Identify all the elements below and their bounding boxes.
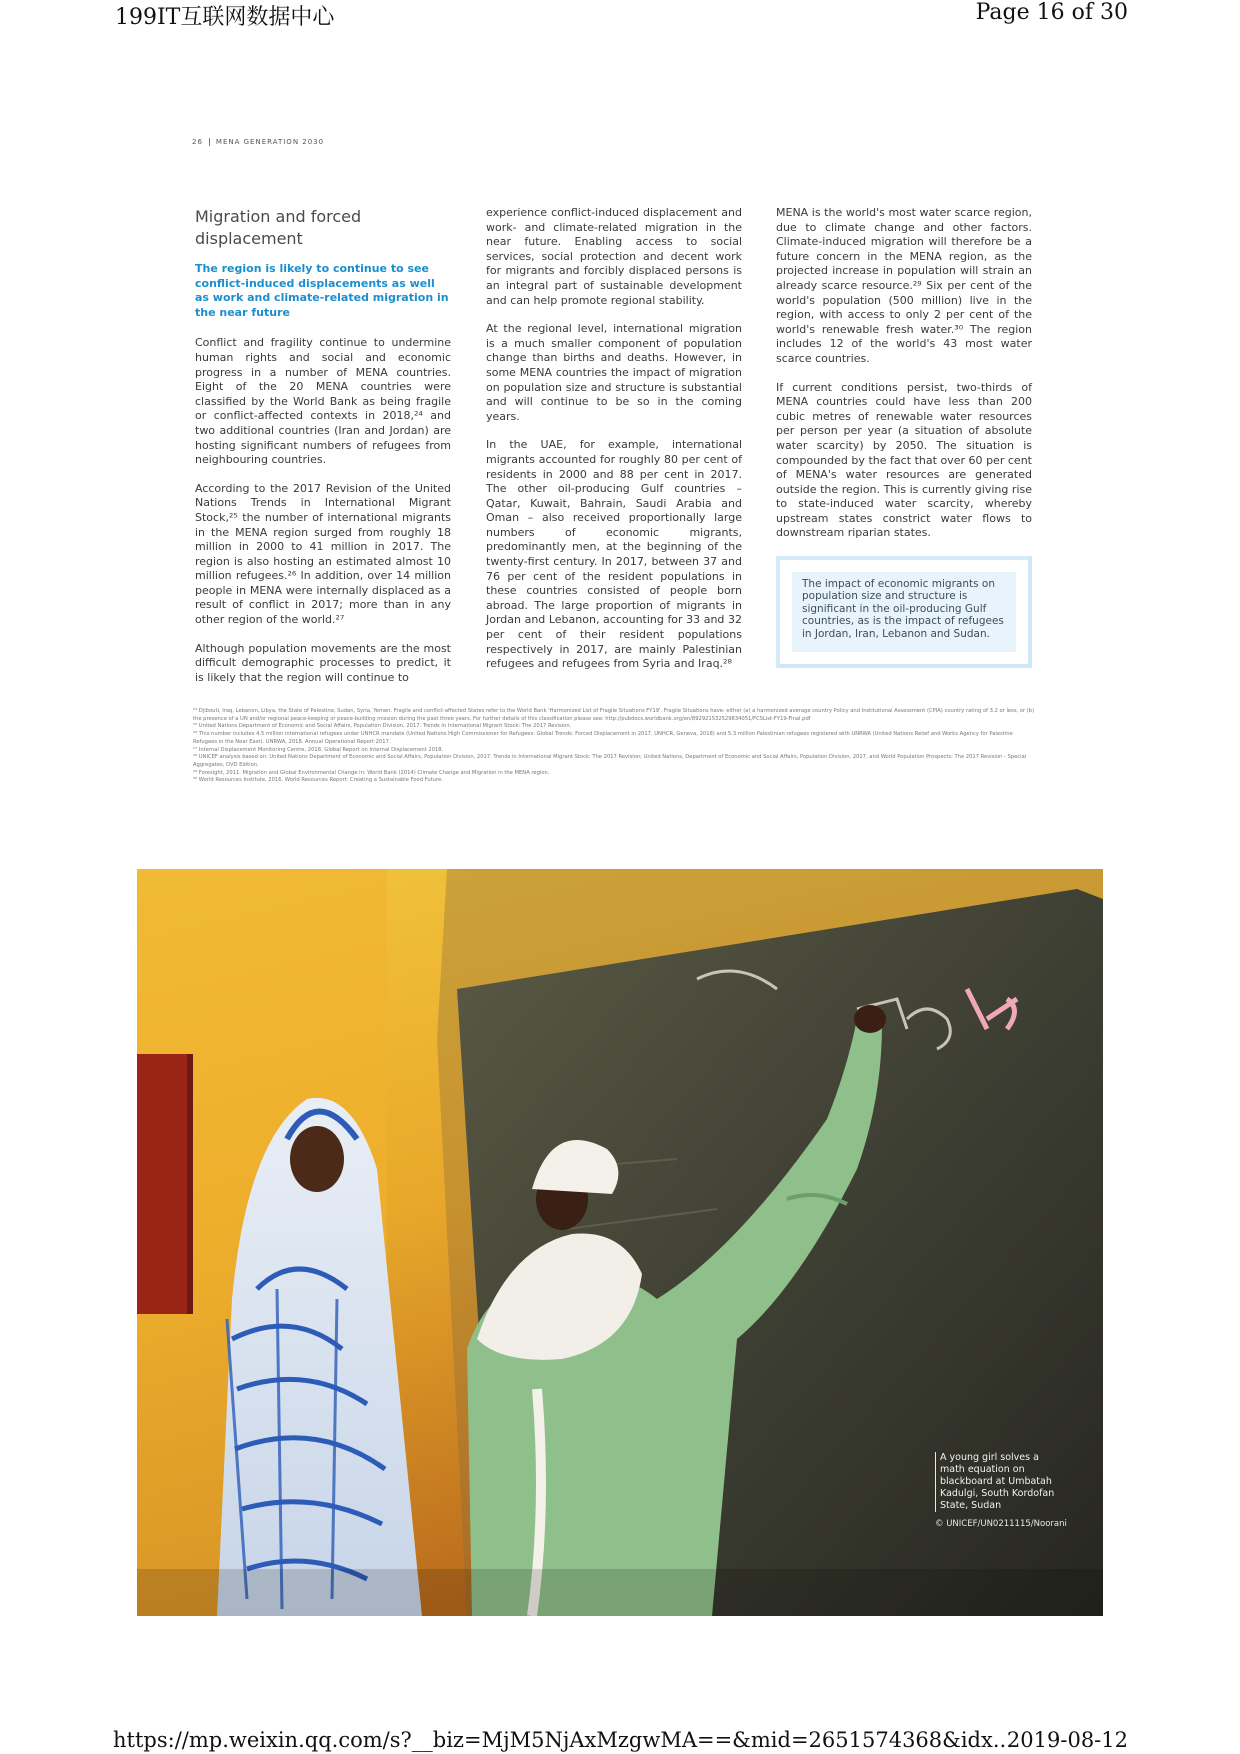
footnote: the presence of a UN and/or regional peace-keeping or peace-building mission during the past three years. For further details of this classification please see: http://pubdocs.worldbank.org/en/892921532529834051/FCSList-FY19-Final.pdf xyxy=(193,715,811,722)
footnotes xyxy=(193,708,1043,785)
header-page-indicator: Page 16 of 30 xyxy=(975,0,1128,25)
header-site-name: 199IT互联网数据中心 xyxy=(115,5,335,30)
section-title: Migration and forced displacement xyxy=(195,207,362,248)
footer-date: 2019-08-12 xyxy=(1006,1728,1128,1752)
column-2 xyxy=(486,206,742,686)
divider xyxy=(209,138,210,146)
running-title: MENA GENERATION 2030 xyxy=(215,138,325,146)
paragraph: Although population movements are the most difficult demographic processes to predict, it is likely that the region will continue to xyxy=(195,641,451,684)
footnote: ³⁰ World Resources Institute, 2016. World Resources Report: Creating a Sustainable Food Future. xyxy=(193,777,443,784)
footer-url: https://mp.weixin.qq.com/s?__biz=MjM5NjAxMzgwMA==&mid=2651574368&idx... xyxy=(113,1728,1013,1752)
footnote: Aggregates, DVD Edition. xyxy=(193,761,259,768)
footnote: ²⁸ UNICEF analysis based on: United Nations Department of Economic and Social Affairs, Population Division, 2017. Trends in International Migrant Stock: The 2017 Revision; United Nations, Department of Economic and Social Affairs, Population Division, 2017, and World Population Prospects: The 2017 Revision - Special xyxy=(193,754,1027,761)
running-header xyxy=(192,138,324,146)
paragraph: experience conflict-induced displacement and work- and climate-related migration in the near future. Enabling access to social services, social protection and decent work for migrants and forcibly displaced persons is an integral part of sustainable development and can help promote regional stability. xyxy=(486,206,742,307)
paragraph: According to the 2017 Revision of the United Nations Trends in International Migrant Stock,²⁵ the number of international migrants in the MENA region surged from roughly 18 million in 2000 to 41 million in 2017. The region is also hosting an estimated almost 10 million refugees.²⁶ In addition, over 14 million people in MENA were internally displaced as a result of conflict in 2017; more than in any other region of the world.²⁷ xyxy=(195,481,451,627)
callout-box xyxy=(776,556,1032,668)
footnote: ²⁵ United Nations Department of Economic and Social Affairs, Population Division, 2017. Trends in International Migrant Stock: The 2017 Revision. xyxy=(193,723,572,730)
footnote: ²⁶ This number includes 4.5 million international refugees under UNHCR mandate (United Nations High Commissioner for Refugees: Global Trends: Forced Displacement in 2017, UNHCR, Geneva, 2018) and 5.3 million Palestinian refugees registered with UNRWA (United Nations Relief and Works Agency for Palestine xyxy=(193,731,1013,738)
paragraph: At the regional level, international migration is a much smaller component of population change than births and deaths. However, in some MENA countries the impact of migration on population size and structure is substantial and will continue to be so in the coming years. xyxy=(486,322,742,423)
photo-caption: A young girl solves a math equation on blackboard at Umbatah Kadulgi, South Kordofan State, Sudan xyxy=(935,1452,1065,1512)
paragraph: In the UAE, for example, international migrants accounted for roughly 80 per cent of residents in 2000 and 88 per cent in 2017. The other oil-producing Gulf countries – Qatar, Kuwait, Bahrain, Saudi Arabia and Oman – also received proportionally large numbers of economic migrants, predominantly men, at the beginning of the twenty-first century. In 2017, between 37 and 76 per cent of the resident populations in these countries consisted of people born abroad. The large proportion of migrants in Jordan and Lebanon, accounting for 33 and 32 per cent of their resident populations respectively in 2017, are mainly Palestinian refugees and refugees from Syria and Iraq.²⁸ xyxy=(486,438,742,671)
lead-paragraph: The region is likely to continue to see conflict-induced displacements as well as work and climate-related migration in the near future xyxy=(195,262,449,319)
paragraph: Conflict and fragility continue to undermine human rights and social and economic progress in a number of MENA countries. Eight of the 20 MENA countries were classified by the World Bank as being fragile or conflict-affected contexts in 2018,²⁴ and two additional countries (Iran and Jordan) are hosting significant numbers of refugees from neighbouring countries. xyxy=(195,336,451,467)
footnote: ²⁷ Internal Displacement Monitoring Centre, 2018. Global Report on Internal Displacement 2018. xyxy=(193,746,444,753)
footnote: ²⁴ Djibouti, Iraq, Lebanon, Libya, the State of Palestine, Sudan, Syria, Yemen. Fragile and conflict-affected States refer to the World Bank 'Harmonized List of Fragile Situations FY19'. Fragile Situations have: either (a) a harmonized average country Policy and Institutional Assessment (CPIA) country rating of 3.2 or less, or (b) xyxy=(193,708,1035,714)
paragraph: If current conditions persist, two-thirds of MENA countries could have less than 200 cubic metres of renewable water resources per person per year (a situation of absolute water scarcity) by 2050. The situation is compounded by the fact that over 60 per cent of MENA's water resources are generated outside the region. This is currently giving rise to state-induced water scarcity, whereby upstream states constrict water flows to downstream riparian states. xyxy=(776,380,1032,540)
column-1 xyxy=(195,206,451,699)
page-number: 26 xyxy=(192,138,203,146)
footnote: Refugees in the Near East). UNRWA, 2018. Annual Operational Report 2017. xyxy=(193,738,391,745)
paragraph: MENA is the world's most water scarce region, due to climate change and other factors. Climate-induced migration will therefore be a future concern in the MENA region, as the projected increase in population will strain an already scarce resource.²⁹ Six per cent of the world's population (500 million) live in the region, with access to only 2 per cent of the world's renewable fresh water.³⁰ The region includes 12 of the world's 43 most water scarce countries. xyxy=(776,206,1032,365)
column-3 xyxy=(776,206,1032,555)
footnote: ²⁹ Foresight, 2011. Migration and Global Environmental Change in: World Bank (2014) Climate Change and Migration in the MENA region. xyxy=(193,769,550,776)
photo-credit: © UNICEF/UN0211115/Noorani xyxy=(935,1519,1067,1529)
callout-text: The impact of economic migrants on population size and structure is significant in the oil-producing Gulf countries, as is the impact of refugees in Jordan, Iran, Lebanon and Sudan. xyxy=(792,572,1016,652)
